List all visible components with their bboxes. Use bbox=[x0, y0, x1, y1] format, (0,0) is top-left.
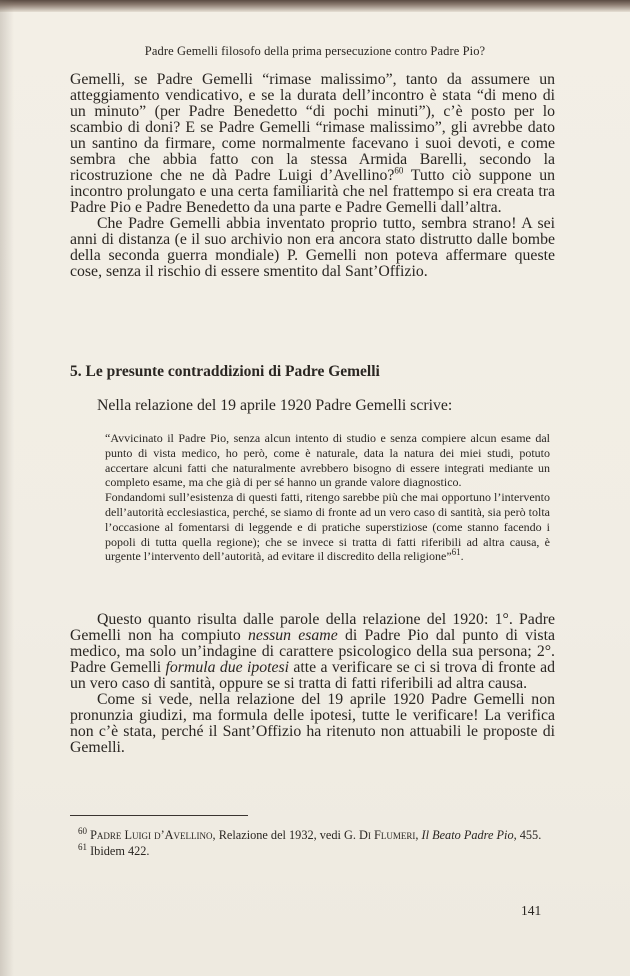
footnote-60-text: , Relazione del 1932, vedi G. bbox=[212, 828, 360, 842]
footnote-60-number: 60 bbox=[78, 825, 87, 836]
paragraph-4-em-1: nessun esame bbox=[248, 627, 338, 644]
footnote-60-author-2: Di Flumeri bbox=[359, 828, 416, 842]
paragraph-4 bbox=[70, 612, 555, 692]
paragraph-2: Che Padre Gemelli abbia inventato proprio tutto, sembra strano! A sei anni di distanza (e il suo archivio non era ancora stato distrutto dalle bombe della seconda guerra mondiale) P. Gemelli non poteva affermare queste cose, senza il rischio di essere smentito dal Sant’Offizio. bbox=[70, 215, 555, 280]
section-heading: 5. Le presunte contraddizioni di Padre Gemelli bbox=[70, 363, 380, 380]
footnotes bbox=[70, 825, 555, 859]
quote-part-2 bbox=[105, 490, 550, 564]
footnote-61-text: Ibidem 422. bbox=[87, 843, 150, 858]
footnote-60-sep: , bbox=[415, 828, 422, 842]
footnote-60-title: Il Beato Padre Pio bbox=[421, 828, 514, 842]
footnote-60 bbox=[70, 825, 555, 844]
paragraph-1 bbox=[70, 72, 555, 216]
footnote-61-number: 61 bbox=[78, 841, 87, 852]
footnote-61 bbox=[70, 841, 555, 860]
page-number: 141 bbox=[521, 903, 542, 918]
footnote-60-end: , 455. bbox=[513, 828, 542, 842]
paragraph-4-a: Questo quanto risulta dalle parole della relazione del 1920: 1°. Padre Gemelli non ha compiuto bbox=[70, 611, 555, 644]
paragraph-3: Nella relazione del 19 aprile 1920 Padre Gemelli scrive: bbox=[97, 397, 453, 414]
paragraph-4-b: di Padre Pio dal punto di vista medico, ma solo un’indagine di carattere psicologico della sua persona; 2°. Padre Gemelli bbox=[70, 627, 555, 676]
footnote-ref-60: 60 bbox=[394, 165, 404, 176]
paragraph-4-em-2: formula due ipotesi bbox=[165, 659, 290, 676]
quote-part-1: “Avvicinato il Padre Pio, senza alcun intento di studio e senza compiere alcun esame dal punto di vista medico, ho però, come è naturale, data la natura dei miei studi, potuto accertare alcuni fatti che naturalmente avrebbero bisogno di essere integrati mediante un completo esame, ma che già di per sé hanno un grande valore diagnostico. bbox=[105, 431, 550, 490]
paragraph-5: Come si vede, nella relazione del 19 aprile 1920 Padre Gemelli non pronunzia giudizi, ma formula delle ipotesi, tutte le verificare! La verifica non c’è stata, perché il Sant’Offizio ha ritenuto non attuabili le proposte di Gemelli. bbox=[70, 691, 555, 756]
section-heading-block bbox=[70, 363, 555, 381]
page-top-edge bbox=[0, 0, 630, 12]
paragraph-1-text-b: Tutto ciò suppone un incontro prolungato e una certa familiarità che nel frattempo si era creata tra Padre Pio e Padre Benedetto da una parte e Padre Gemelli dall’altra. bbox=[70, 167, 555, 216]
running-head: Padre Gemelli filosofo della prima persecuzione contro Padre Pio? bbox=[144, 44, 486, 58]
quote-part-2-text: Fondandomi sull’esistenza di questi fatti, ritengo sarebbe più che mai opportuno l’intervento dell’autorità ecclesiastica, perché, se siamo di fronte ad un vero caso di santità, sia però tolta l’occasione al fomentarsi di leggende e di pratiche superstiziose (come stanno facendo i popoli di tutta quella regione); che se invece si tratta di fatti riferibili ad altra causa, è urgente l’intervento dell’autorità, ad evitare il discredito della religione” bbox=[105, 490, 550, 564]
quote-end: . bbox=[460, 549, 464, 564]
footnote-ref-61: 61 bbox=[451, 547, 461, 558]
intro-block bbox=[70, 398, 555, 414]
footnote-rule bbox=[70, 815, 248, 816]
footnote-60-author: Padre Luigi d’Avellino bbox=[90, 828, 213, 842]
body-block-2 bbox=[70, 612, 555, 756]
body-block-1 bbox=[70, 72, 555, 280]
paragraph-1-text-a: Gemelli, se Padre Gemelli “rimase malissimo”, tanto da assumere un atteggiamento vendicativo, e se la durata dell’incontro è stata “di meno di un minuto” (per Padre Benedetto “di pochi minuti”), c’è posto per lo scambio di doni? E se Padre Gemelli “rimase malissimo”, gli avrebbe dato un santino da firmare, come normalmente facevano i suoi devoti, e come sembra che abbia fatto con la stessa Armida Barelli, secondo la ricostruzione che ne dà Padre Luigi d’Avellino? bbox=[70, 71, 555, 184]
page-gutter-shadow bbox=[0, 0, 14, 976]
paragraph-4-c: atte a verificare se ci si trova di fronte ad un vero caso di santità, oppure se si tratta di fatti riferibili ad altra causa. bbox=[70, 659, 555, 692]
block-quote bbox=[105, 431, 550, 564]
